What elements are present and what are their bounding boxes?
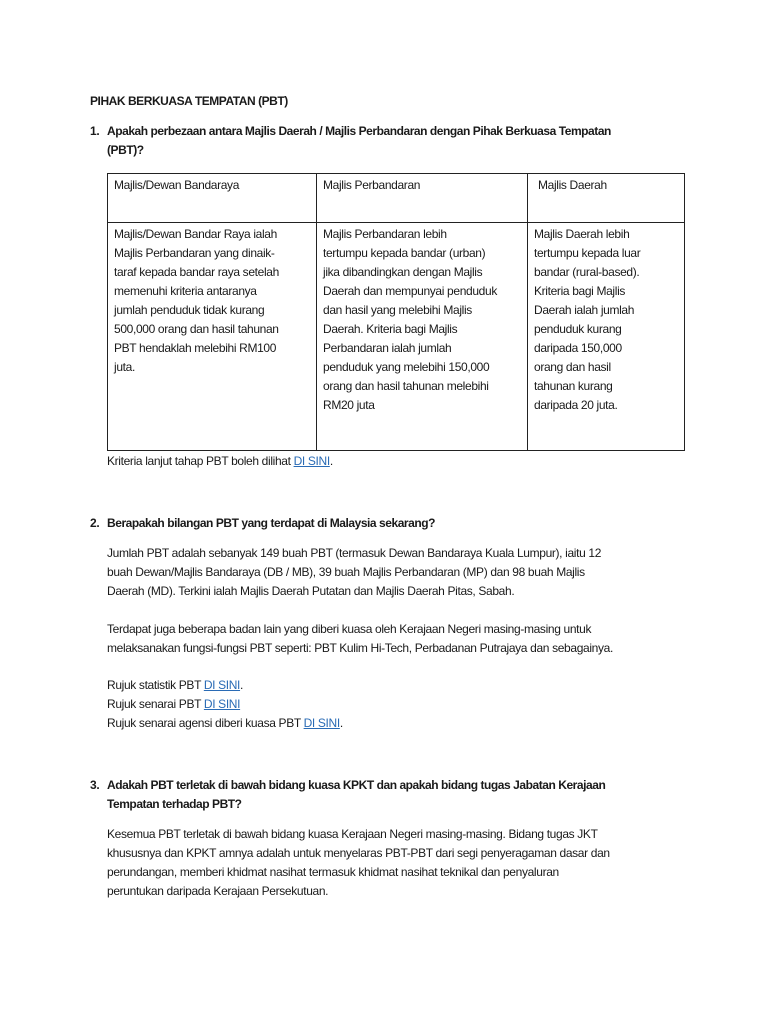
cell-line: Daerah ialah jumlah [534,303,635,317]
di-sini-link[interactable]: DI SINI [303,716,340,730]
note-suffix: . [329,454,333,468]
cell-line: dan hasil yang melebihi Majlis [323,303,472,317]
q2-para2-line: melaksanakan fungsi-fungsi PBT seperti: PBT Kulim Hi-Tech, Perbadanan Putrajaya dan sebagainya. [107,641,613,655]
table-cell-bandaraya [108,223,317,451]
pbt-comparison-table [107,173,685,451]
ref-statistik [107,676,243,695]
q3-number: 3. [90,778,100,792]
cell-line: Perbandaran ialah jumlah [323,341,452,355]
q2-number: 2. [90,516,100,530]
cell-line: penduduk kurang [534,322,622,336]
cell-line: tertumpu kepada bandar (urban) [323,246,486,260]
table-cell-perbandaran [317,223,528,451]
q3-para-line: Kesemua PBT terletak di bawah bidang kuasa Kerajaan Negeri masing-masing. Bidang tugas JKT [107,827,598,841]
cell-line: Majlis/Dewan Bandar Raya ialah [114,227,277,241]
q3-question-line: Adakah PBT terletak di bawah bidang kuasa KPKT dan apakah bidang tugas Jabatan Kerajaan [107,778,606,792]
ref-text: Rujuk statistik PBT [107,678,204,692]
cell-line: jika dibandingkan dengan Majlis [323,265,483,279]
q3-para-line: peruntukan daripada Kerajaan Persekutuan. [107,884,329,898]
q3-question-line: Tempatan terhadap PBT? [107,797,242,811]
di-sini-link[interactable]: DI SINI [203,697,241,711]
cell-line: tertumpu kepada luar [534,246,641,260]
cell-line: bandar (rural-based). [534,265,640,279]
q1-number: 1. [90,124,100,138]
cell-line: daripada 20 juta. [534,398,618,412]
table-cell-daerah [528,223,685,451]
q1-note [107,452,333,471]
q3-para-line: khususnya dan KPKT amnya adalah untuk menyelaras PBT-PBT dari segi penyeragaman dasar dan [107,846,610,860]
ref-senarai-agensi [107,714,343,733]
cell-line: RM20 juta [323,398,375,412]
q2-para1-line: Jumlah PBT adalah sebanyak 149 buah PBT (termasuk Dewan Bandaraya Kuala Lumpur), iaitu 12 [107,546,602,560]
cell-line: orang dan hasil [534,360,611,374]
cell-line: jumlah penduduk tidak kurang [114,303,265,317]
cell-line: Majlis Perbandaran lebih [323,227,447,241]
table-header: Majlis Perbandaran [317,174,528,223]
cell-line: daripada 150,000 [534,341,622,355]
document-title: PIHAK BERKUASA TEMPATAN (PBT) [90,94,288,108]
cell-line: Kriteria bagi Majlis [534,284,626,298]
ref-text: Rujuk senarai PBT [107,697,204,711]
q1-question-line: (PBT)? [107,143,144,157]
table-header: Majlis/Dewan Bandaraya [108,174,317,223]
cell-line: Daerah. Kriteria bagi Majlis [323,322,458,336]
q2-para1-line: buah Dewan/Majlis Bandaraya (DB / MB), 39 buah Majlis Perbandaran (MP) dan 98 buah Majlis [107,565,585,579]
cell-line: penduduk yang melebihi 150,000 [323,360,490,374]
q2-question: Berapakah bilangan PBT yang terdapat di Malaysia sekarang? [107,516,436,530]
ref-senarai-pbt [107,695,240,714]
cell-line: tahunan kurang [534,379,613,393]
q3-para-line: perundangan, memberi khidmat nasihat termasuk khidmat nasihat teknikal dan penyaluran [107,865,559,879]
cell-line: Majlis Daerah lebih [534,227,630,241]
table-header: Majlis Daerah [528,174,685,223]
q2-para2-line: Terdapat juga beberapa badan lain yang diberi kuasa oleh Kerajaan Negeri masing-masing untuk [107,622,592,636]
cell-line: Daerah dan mempunyai penduduk [323,284,497,298]
cell-line: PBT hendaklah melebihi RM100 [114,341,277,355]
q2-para1-line: Daerah (MD). Terkini ialah Majlis Daerah Putatan dan Majlis Daerah Pitas, Sabah. [107,584,515,598]
ref-suffix: . [240,678,244,692]
di-sini-link[interactable]: DI SINI [293,454,330,468]
cell-line: juta. [114,360,135,374]
cell-line: memenuhi kriteria antaranya [114,284,257,298]
ref-text: Rujuk senarai agensi diberi kuasa PBT [107,716,304,730]
q1-question-line: Apakah perbezaan antara Majlis Daerah / Majlis Perbandaran dengan Pihak Berkuasa Tempatan [107,124,611,138]
ref-suffix: . [339,716,343,730]
cell-line: orang dan hasil tahunan melebihi [323,379,489,393]
di-sini-link[interactable]: DI SINI [203,678,241,692]
cell-line: 500,000 orang dan hasil tahunan [114,322,279,336]
cell-line: Majlis Perbandaran yang dinaik- [114,246,275,260]
note-text: Kriteria lanjut tahap PBT boleh dilihat [107,454,294,468]
cell-line: taraf kepada bandar raya setelah [114,265,279,279]
